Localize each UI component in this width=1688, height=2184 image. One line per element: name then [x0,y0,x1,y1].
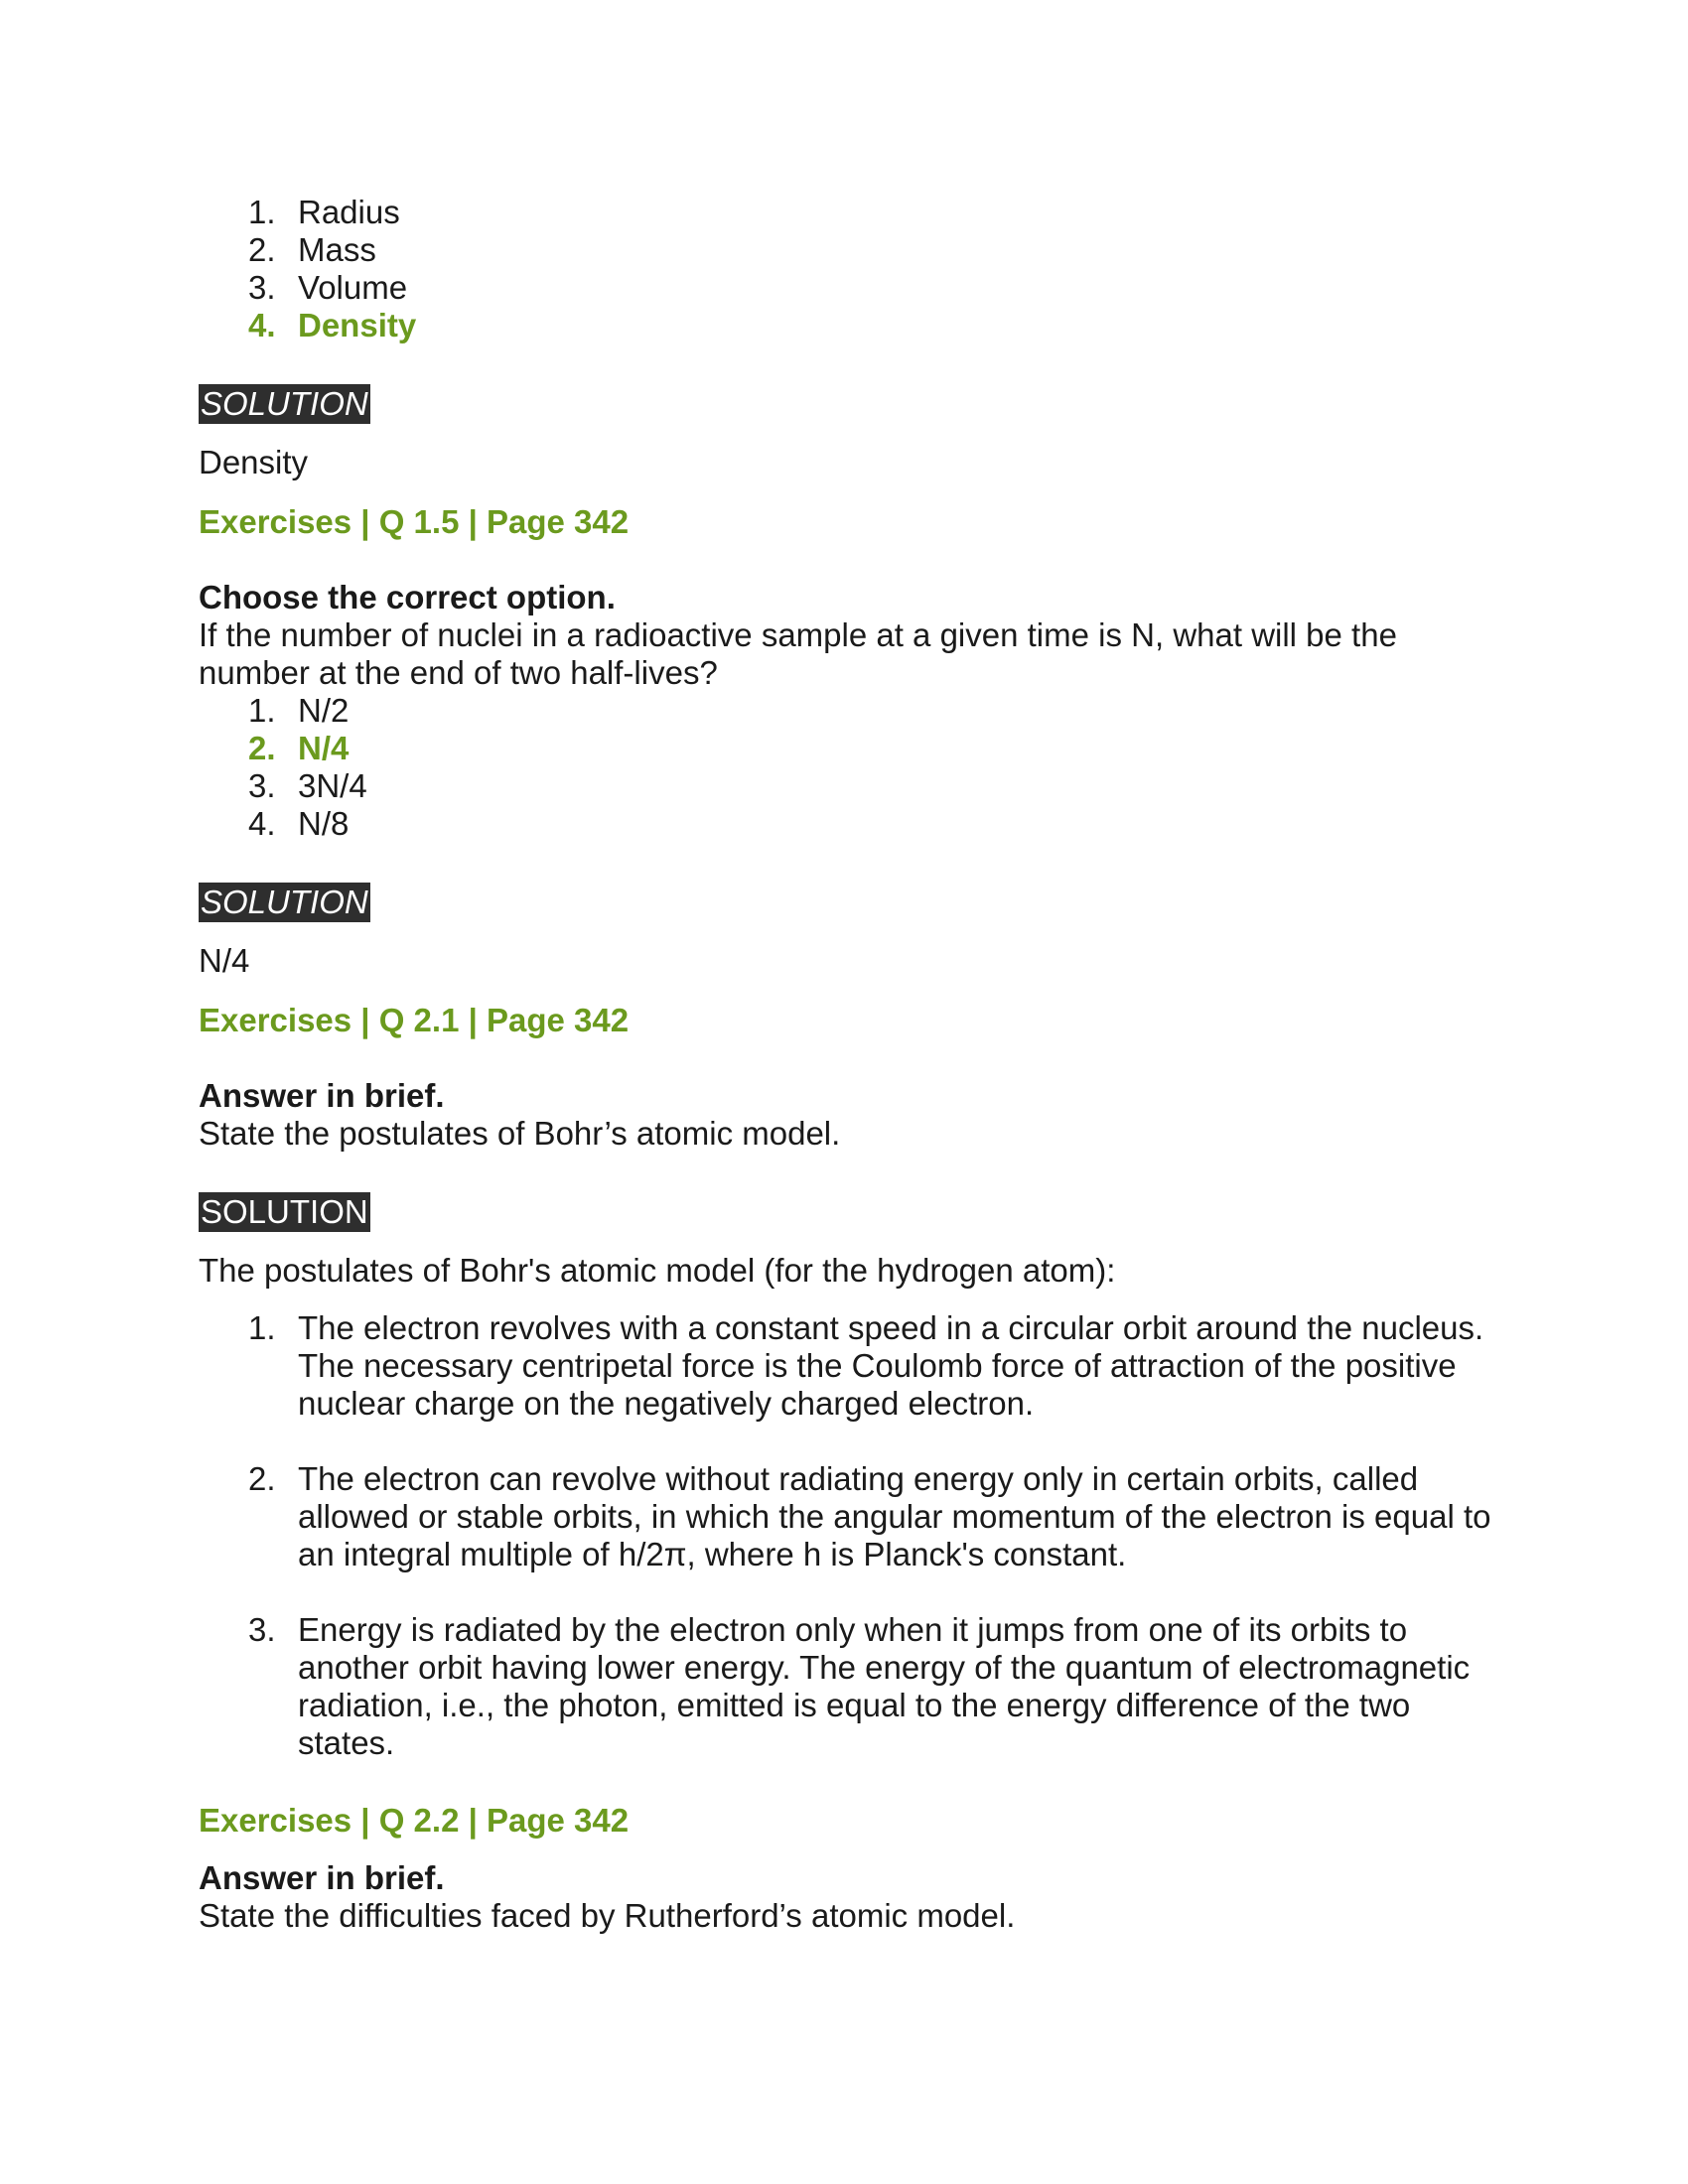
exercise-reference: Exercises | Q 2.1 | Page 342 [199,1002,630,1038]
postulate-item: 1. The electron revolves with a constant speed in a circular orbit around the nucleus. The necessary centripetal force is the Coulomb force of attraction of the positive nuclear charge on the negatively charged electron. [248,1309,1484,1422]
option-item: 4. N/8 [248,805,350,842]
solution-answer: N/4 [199,942,250,979]
option-item: 3. 3N/4 [248,767,367,804]
option-item-correct: 2. N/4 [248,730,350,766]
document-page [199,194,1509,1935]
exercise-reference: Exercises | Q 1.5 | Page 342 [199,503,630,540]
solution-badge: SOLUTION [201,385,368,422]
exercise-reference: Exercises | Q 2.2 | Page 342 [199,1802,630,1839]
solution-intro: The postulates of Bohr's atomic model (for the hydrogen atom): [199,1252,1116,1289]
question-text: If the number of nuclei in a radioactive sample at a given time is N, what will be the number at the end of two half-lives? [199,616,1397,691]
question-type: Answer in brief. [199,1077,445,1114]
question-text: State the difficulties faced by Rutherford’s atomic model. [199,1897,1016,1934]
solution-badge: SOLUTION [201,1193,368,1230]
prev-question-options [199,194,1509,344]
solution-badge: SOLUTION [201,884,368,920]
postulate-item: 3. Energy is radiated by the electron only when it jumps from one of its orbits to another orbit having lower energy. The energy of the quantum of electromagnetic radiation, i.e., the photon, emitted is equal to the energy difference of the two states. [248,1611,1471,1761]
question-options [199,692,1509,843]
postulates-list [199,1309,1509,1762]
option-item: 3. Volume [248,269,408,306]
solution-answer: Density [199,444,309,480]
question-text: State the postulates of Bohr’s atomic model. [199,1115,841,1152]
option-item-correct: 4. Density [248,307,417,343]
option-item: 2. Mass [248,231,376,268]
question-type: Choose the correct option. [199,579,616,615]
question-type: Answer in brief. [199,1859,445,1896]
option-item: 1. N/2 [248,692,350,729]
option-item: 1. Radius [248,194,400,230]
postulate-item: 2. The electron can revolve without radiating energy only in certain orbits, called allowed or stable orbits, in which the angular momentum of the electron is equal to an integral multiple of h/2π, where h is Planck's constant. [248,1460,1491,1572]
